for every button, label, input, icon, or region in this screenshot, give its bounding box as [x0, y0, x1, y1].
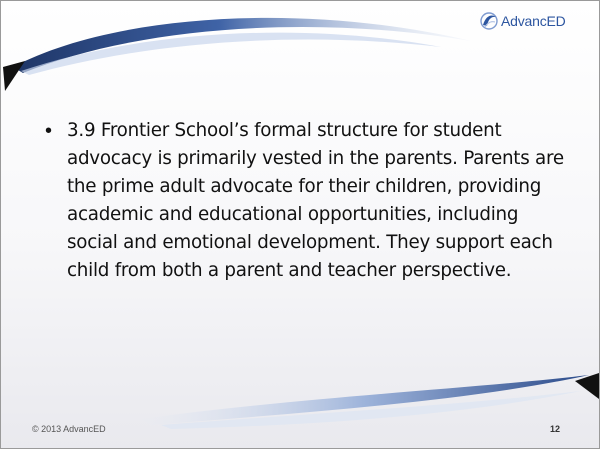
bullet-marker: • — [45, 120, 53, 142]
footer-copyright: © 2013 AdvancED — [32, 424, 106, 434]
page-number: 12 — [550, 424, 561, 434]
advanced-logo-mark-icon — [479, 11, 499, 31]
slide-body — [45, 117, 565, 286]
bullet-text: 3.9 Frontier School’s formal structure for student advocacy is primarily vested in the parents. Parents are the prime adult advocate for their children, providing academic and educational opportunities, including social and emotional development. They support each child from both a parent and teacher perspective. — [67, 120, 564, 282]
logo-text: AdvancED — [501, 13, 566, 29]
left-corner-triangle — [3, 61, 25, 91]
advanced-logo — [479, 11, 566, 31]
bullet-item — [45, 117, 565, 286]
